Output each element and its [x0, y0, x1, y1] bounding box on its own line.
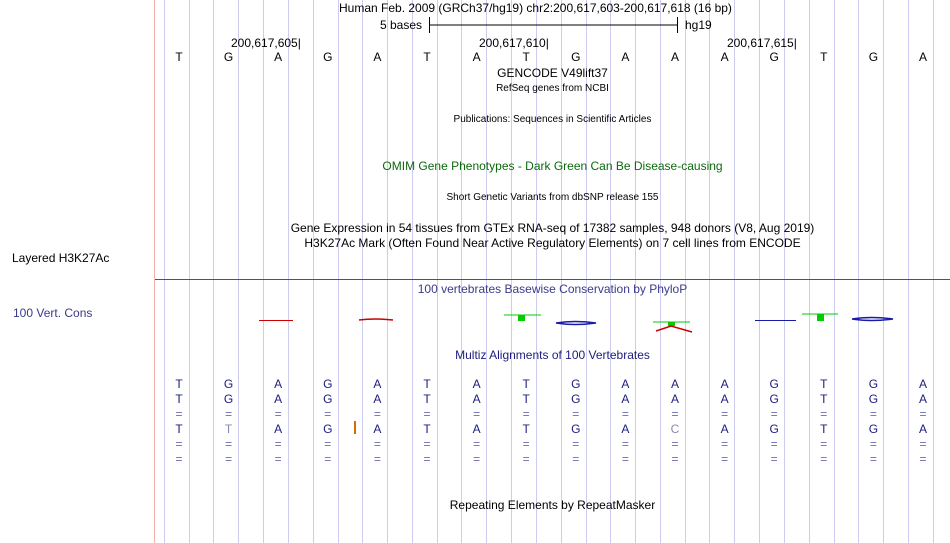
- alignment-base: =: [820, 407, 828, 421]
- multiz-track-title[interactable]: Multiz Alignments of 100 Vertebrates: [455, 348, 650, 362]
- alignment-base: =: [225, 437, 233, 451]
- reference-base: A: [621, 50, 630, 64]
- alignment-base: =: [473, 452, 481, 466]
- alignment-base: =: [869, 452, 877, 466]
- alignment-base: =: [522, 407, 530, 421]
- alignment-base: =: [274, 407, 282, 421]
- alignment-base: G: [769, 377, 779, 391]
- alignment-base: =: [621, 437, 629, 451]
- alignment-base: A: [670, 392, 679, 406]
- reference-base: T: [820, 50, 828, 64]
- reference-base: A: [918, 50, 927, 64]
- alignment-base: =: [770, 452, 778, 466]
- alignment-base: =: [671, 437, 679, 451]
- alignment-base: T: [820, 392, 828, 406]
- alignment-base: =: [274, 452, 282, 466]
- scale-db: hg19: [685, 18, 712, 32]
- alignment-base: =: [423, 407, 431, 421]
- alignment-base: G: [323, 377, 333, 391]
- alignment-base: T: [175, 377, 183, 391]
- alignment-base: =: [621, 407, 629, 421]
- alignment-base: =: [473, 407, 481, 421]
- alignment-base: G: [868, 377, 879, 391]
- alignment-base: =: [373, 407, 381, 421]
- position-tick-2: 200,617,610|: [479, 36, 549, 50]
- alignment-base: =: [522, 452, 530, 466]
- alignment-base: A: [373, 377, 382, 391]
- alignment-base: =: [869, 437, 877, 451]
- alignment-base: =: [721, 407, 729, 421]
- phylop-bar: [817, 314, 824, 321]
- alignment-base: A: [274, 392, 283, 406]
- alignment-base: T: [423, 392, 431, 406]
- alignment-base: =: [473, 437, 481, 451]
- alignment-base: =: [869, 407, 877, 421]
- alignment-base: T: [224, 422, 233, 436]
- alignment-base: =: [770, 437, 778, 451]
- h3k27ac-track-title[interactable]: H3K27Ac Mark (Often Found Near Active Regulatory Elements) on 7 cell lines from ENCODE: [304, 236, 801, 250]
- alignment-base: G: [868, 422, 879, 436]
- repeatmasker-track-title[interactable]: Repeating Elements by RepeatMasker: [449, 498, 656, 512]
- alignment-base: =: [572, 437, 580, 451]
- alignment-base: =: [373, 437, 381, 451]
- alignment-base: T: [820, 422, 828, 436]
- window-position-value: Human Feb. 2009 (GRCh37/hg19) chr2:200,617,603-200,617,618 (16 bp): [339, 1, 732, 15]
- alignment-base: =: [274, 437, 282, 451]
- reference-base: A: [274, 50, 283, 64]
- reference-base: G: [571, 50, 581, 64]
- alignment-base: G: [769, 422, 779, 436]
- alignment-base: A: [472, 422, 481, 436]
- alignment-base: =: [770, 407, 778, 421]
- alignment-base: T: [522, 422, 530, 436]
- alignment-base: C: [670, 422, 680, 436]
- alignment-base: =: [572, 452, 580, 466]
- phylop-bar: [518, 315, 525, 321]
- omim-track-title[interactable]: OMIM Gene Phenotypes - Dark Green Can Be Disease-causing: [382, 159, 723, 173]
- alignment-base: =: [225, 452, 233, 466]
- alignment-base: A: [918, 422, 927, 436]
- alignment-base: =: [324, 452, 332, 466]
- reference-base: T: [522, 50, 530, 64]
- alignment-base: T: [820, 377, 828, 391]
- alignment-base: T: [522, 392, 530, 406]
- alignment-base: =: [919, 437, 927, 451]
- alignment-base: =: [721, 452, 729, 466]
- alignment-base: =: [175, 437, 183, 451]
- track-label-cons[interactable]: 100 Vert. Cons: [13, 306, 93, 320]
- alignment-base: =: [522, 437, 530, 451]
- publications-track-title[interactable]: Publications: Sequences in Scientific Articles: [453, 114, 652, 125]
- alignment-base: G: [571, 392, 581, 406]
- reference-base: G: [868, 50, 879, 64]
- gap-insertion-marker: [354, 421, 356, 434]
- gencode-track-title[interactable]: GENCODE V49lift37: [497, 66, 608, 80]
- alignment-base: A: [472, 377, 481, 391]
- reference-base: T: [175, 50, 183, 64]
- alignment-base: G: [571, 422, 581, 436]
- alignment-base: =: [919, 407, 927, 421]
- alignment-base: A: [274, 422, 283, 436]
- gtex-track-title[interactable]: Gene Expression in 54 tissues from GTEx RNA-seq of 17382 samples, 948 donors (V8, Aug 2019): [290, 221, 815, 235]
- scale-text: 5 bases: [380, 18, 423, 32]
- phylop-bar: [556, 322, 596, 325]
- alignment-base: A: [720, 392, 729, 406]
- reference-base: A: [373, 50, 382, 64]
- alignment-base: =: [820, 437, 828, 451]
- alignment-base: =: [324, 437, 332, 451]
- alignment-base: A: [621, 392, 630, 406]
- reference-base: A: [720, 50, 729, 64]
- alignment-base: T: [175, 392, 183, 406]
- track-divider: [155, 279, 950, 280]
- alignment-base: =: [373, 452, 381, 466]
- alignment-base: A: [621, 422, 630, 436]
- alignment-base: G: [868, 392, 879, 406]
- reference-base: G: [223, 50, 234, 64]
- alignment-base: =: [175, 407, 183, 421]
- alignment-base: =: [820, 452, 828, 466]
- alignment-base: G: [323, 392, 333, 406]
- alignment-base: =: [621, 452, 629, 466]
- track-label-column: [0, 0, 155, 543]
- reference-base: G: [323, 50, 333, 64]
- alignment-base: =: [324, 407, 332, 421]
- alignment-base: A: [670, 377, 679, 391]
- alignment-base: =: [572, 407, 580, 421]
- reference-base: T: [423, 50, 431, 64]
- refseq-track-title[interactable]: RefSeq genes from NCBI: [496, 83, 609, 94]
- alignment-base: =: [721, 437, 729, 451]
- alignment-base: A: [373, 422, 382, 436]
- position-tick-3: 200,617,615|: [727, 36, 797, 50]
- alignment-base: G: [323, 422, 333, 436]
- alignment-base: =: [423, 437, 431, 451]
- dbsnp-track-title[interactable]: Short Genetic Variants from dbSNP release 155: [446, 192, 659, 203]
- alignment-base: T: [423, 377, 431, 391]
- alignment-base: A: [621, 377, 630, 391]
- alignment-base: =: [225, 407, 233, 421]
- reference-base: G: [769, 50, 779, 64]
- track-label-h3k27ac[interactable]: Layered H3K27Ac: [12, 251, 110, 265]
- alignment-base: G: [571, 377, 581, 391]
- scale-bar: [428, 16, 680, 34]
- phylop-bar: [852, 318, 893, 321]
- phylop-bar: [359, 319, 393, 320]
- phylop-signal: [155, 300, 950, 340]
- alignment-base: T: [175, 422, 183, 436]
- alignment-base: T: [522, 377, 530, 391]
- alignment-base: T: [423, 422, 431, 436]
- alignment-base: G: [223, 377, 234, 391]
- alignment-base: A: [720, 422, 729, 436]
- alignment-base: =: [919, 452, 927, 466]
- alignment-base: A: [918, 377, 927, 391]
- alignment-base: =: [175, 452, 183, 466]
- reference-base: A: [670, 50, 679, 64]
- alignment-base: G: [769, 392, 779, 406]
- position-tick-1: 200,617,605|: [231, 36, 301, 50]
- alignment-base: =: [671, 452, 679, 466]
- alignment-base: A: [918, 392, 927, 406]
- reference-base: A: [472, 50, 481, 64]
- alignment-base: A: [373, 392, 382, 406]
- alignment-base: G: [223, 392, 234, 406]
- alignment-base: =: [423, 452, 431, 466]
- phylop-track-title[interactable]: 100 vertebrates Basewise Conservation by PhyloP: [417, 282, 688, 296]
- phylop-bar: [656, 326, 692, 332]
- alignment-base: A: [720, 377, 729, 391]
- alignment-base: A: [274, 377, 283, 391]
- alignment-base: =: [671, 407, 679, 421]
- alignment-base: A: [472, 392, 481, 406]
